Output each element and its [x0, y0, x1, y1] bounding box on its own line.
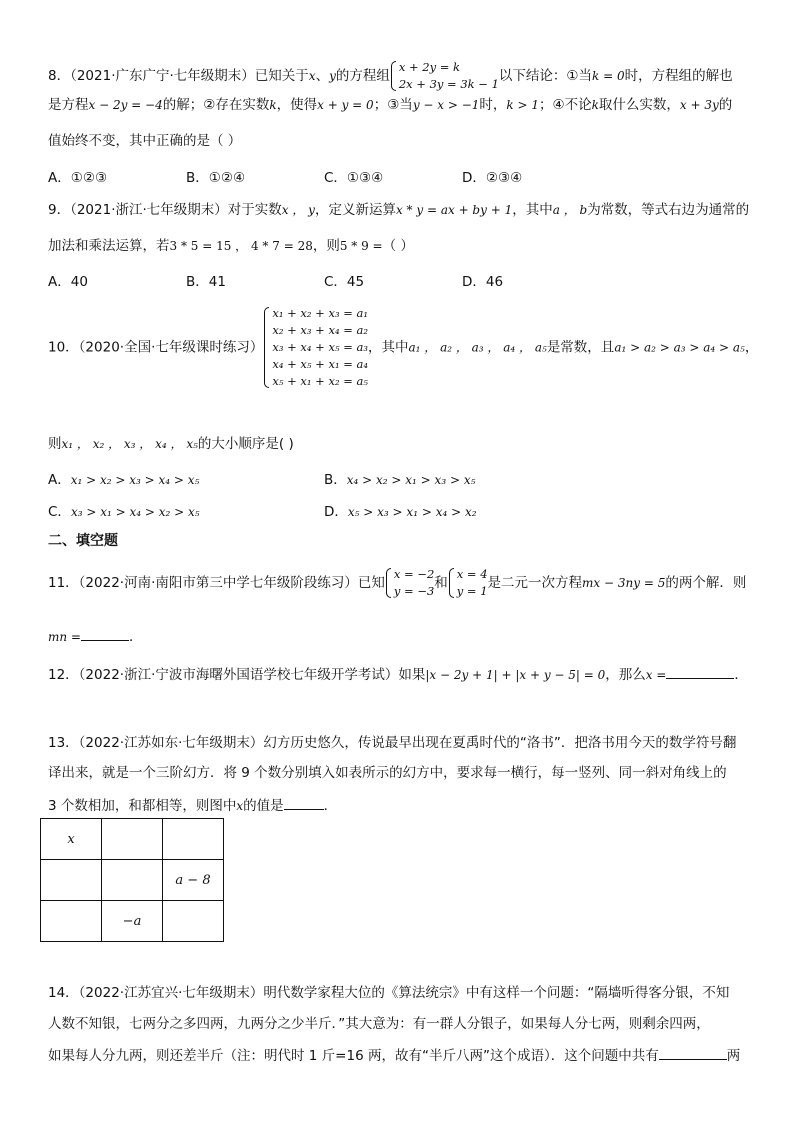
q8-option-a: A．①②③	[48, 170, 108, 186]
table-row	[41, 819, 224, 860]
magic-cell	[102, 819, 163, 860]
q10-option-c: C．x₃ > x₁ > x₄ > x₂ > x₅	[48, 504, 200, 520]
q11-line1: 11．（2022·河南·南阳市第三中学七年级阶段练习）已知 x = −2 y = −3 和 x = 4 y = 1 是二元一次方程mx − 3ny = 5的两个解．则	[48, 567, 747, 598]
q13-line2: 译出来，就是一个三阶幻方．将 9 个数分别填入如表所示的幻方中，要求每一横行，每一竖列、同一斜对角线上的	[48, 765, 727, 781]
q8-option-c: C．①③④	[324, 170, 384, 186]
q9-option-d: D．46	[462, 274, 504, 290]
table-row	[41, 901, 224, 942]
q8-equation-system: x + 2y = k 2x + 3y = 3k − 1	[390, 59, 499, 93]
q10-line2: 则x₁ ， x₂ ， x₃ ， x₄ ， x₅的大小顺序是( )	[48, 436, 294, 452]
q13-line3: 3 个数相加，和都相等，则图中x的值是 ．	[48, 795, 337, 816]
magic-cell: a − 8	[163, 860, 224, 901]
q8-option-d: D．②③④	[462, 170, 523, 186]
q9-option-a: A．40	[48, 274, 88, 290]
q9-option-b: B．41	[186, 274, 226, 290]
magic-square-table	[40, 818, 224, 942]
q13-answer-blank[interactable]	[284, 795, 324, 810]
q11-solution-a: x = −2 y = −3	[385, 566, 434, 600]
q10-line1: 10．（2020·全国·七年级课时练习） x₁ + x₂ + x₃ = a₁ x₂ + x₃ + x₄ = a₂ x₃ + x₄ + x₅ = a₃ x₄ + x₅ + x₁ = a₄ x₅ + x₁ + x₂ = a₅ ，其中a₁ ， a₂ ， a₃ ， a₄ ， a₅是常数，且a₁ > a₂ > a₃ > a₄ > a₅，	[48, 306, 759, 388]
q14-line1: 14．（2022·江苏宜兴·七年级期末）明代数学家程大位的《算法统宗》中有这样一个问题：“隔墙听得客分银，不知	[48, 985, 730, 1001]
q12-answer-blank[interactable]	[666, 664, 734, 679]
q9-line2: 加法和乘法运算，若3 * 5 = 15 ， 4 * 7 = 28，则5 * 9 =（ ）	[48, 238, 414, 254]
magic-cell	[41, 901, 102, 942]
magic-cell	[163, 901, 224, 942]
magic-cell: x	[41, 819, 102, 860]
q8-line1: 8．（2021·广东广宁·七年级期末）已知关于x、y的方程组 x + 2y = k 2x + 3y = 3k − 1 以下结论：①当k = 0时，方程组的解也	[48, 60, 733, 91]
section-title-fill-in: 二、填空题	[48, 533, 118, 549]
q9-option-c: C．45	[324, 274, 365, 290]
magic-cell	[163, 819, 224, 860]
magic-cell: −a	[102, 901, 163, 942]
q12-line: 12．（2022·浙江·宁波市海曙外国语学校七年级开学考试）如果|x − 2y + 1| + |x + y − 5| = 0，那么x = ．	[48, 664, 748, 685]
magic-cell	[102, 860, 163, 901]
q11-answer-blank[interactable]	[81, 626, 129, 641]
q14-line3: 如果每人分九两，则还差半斤（注：明代时 1 斤=16 两，故有“半斤八两”这个成语）．这个问题中共有 两	[48, 1045, 740, 1066]
q10-option-a: A．x₁ > x₂ > x₃ > x₄ > x₅	[48, 472, 200, 488]
magic-cell	[41, 860, 102, 901]
q10-option-b: B．x₄ > x₂ > x₁ > x₃ > x₅	[324, 472, 476, 488]
table-row	[41, 860, 224, 901]
q10-option-d: D．x₅ > x₃ > x₁ > x₄ > x₂	[324, 504, 477, 520]
q8-option-b: B．①②④	[186, 170, 246, 186]
q10-equation-system: x₁ + x₂ + x₃ = a₁ x₂ + x₃ + x₄ = a₂ x₃ + x₄ + x₅ = a₃ x₄ + x₅ + x₁ = a₄ x₅ + x₁ + x₂ = a₅	[263, 305, 368, 390]
q9-line1: 9．（2021·浙江·七年级期末）对于实数x ， y，定义新运算x * y = ax + by + 1，其中a ， b为常数，等式右边为通常的	[48, 202, 750, 218]
q8-line3: 值始终不变，其中正确的是（ ）	[48, 133, 242, 149]
q14-answer-blank[interactable]	[659, 1045, 727, 1060]
q11-line2: mn = ．	[48, 626, 142, 647]
q13-line1: 13．（2022·江苏如东·七年级期末）幻方历史悠久，传说最早出现在夏禹时代的“洛书”．把洛书用今天的数学符号翻	[48, 735, 737, 751]
q11-solution-b: x = 4 y = 1	[448, 566, 488, 600]
q14-line2: 人数不知银，七两分之多四两，九两分之少半斤．”其大意为：有一群人分银子，如果每人分七两，则剩余四两，	[48, 1016, 710, 1032]
q8-line2: 是方程x − 2y = −4的解；②存在实数k，使得x + y = 0；③当y − x > −1时，k > 1；④不论k取什么实数，x + 3y的	[48, 97, 733, 113]
